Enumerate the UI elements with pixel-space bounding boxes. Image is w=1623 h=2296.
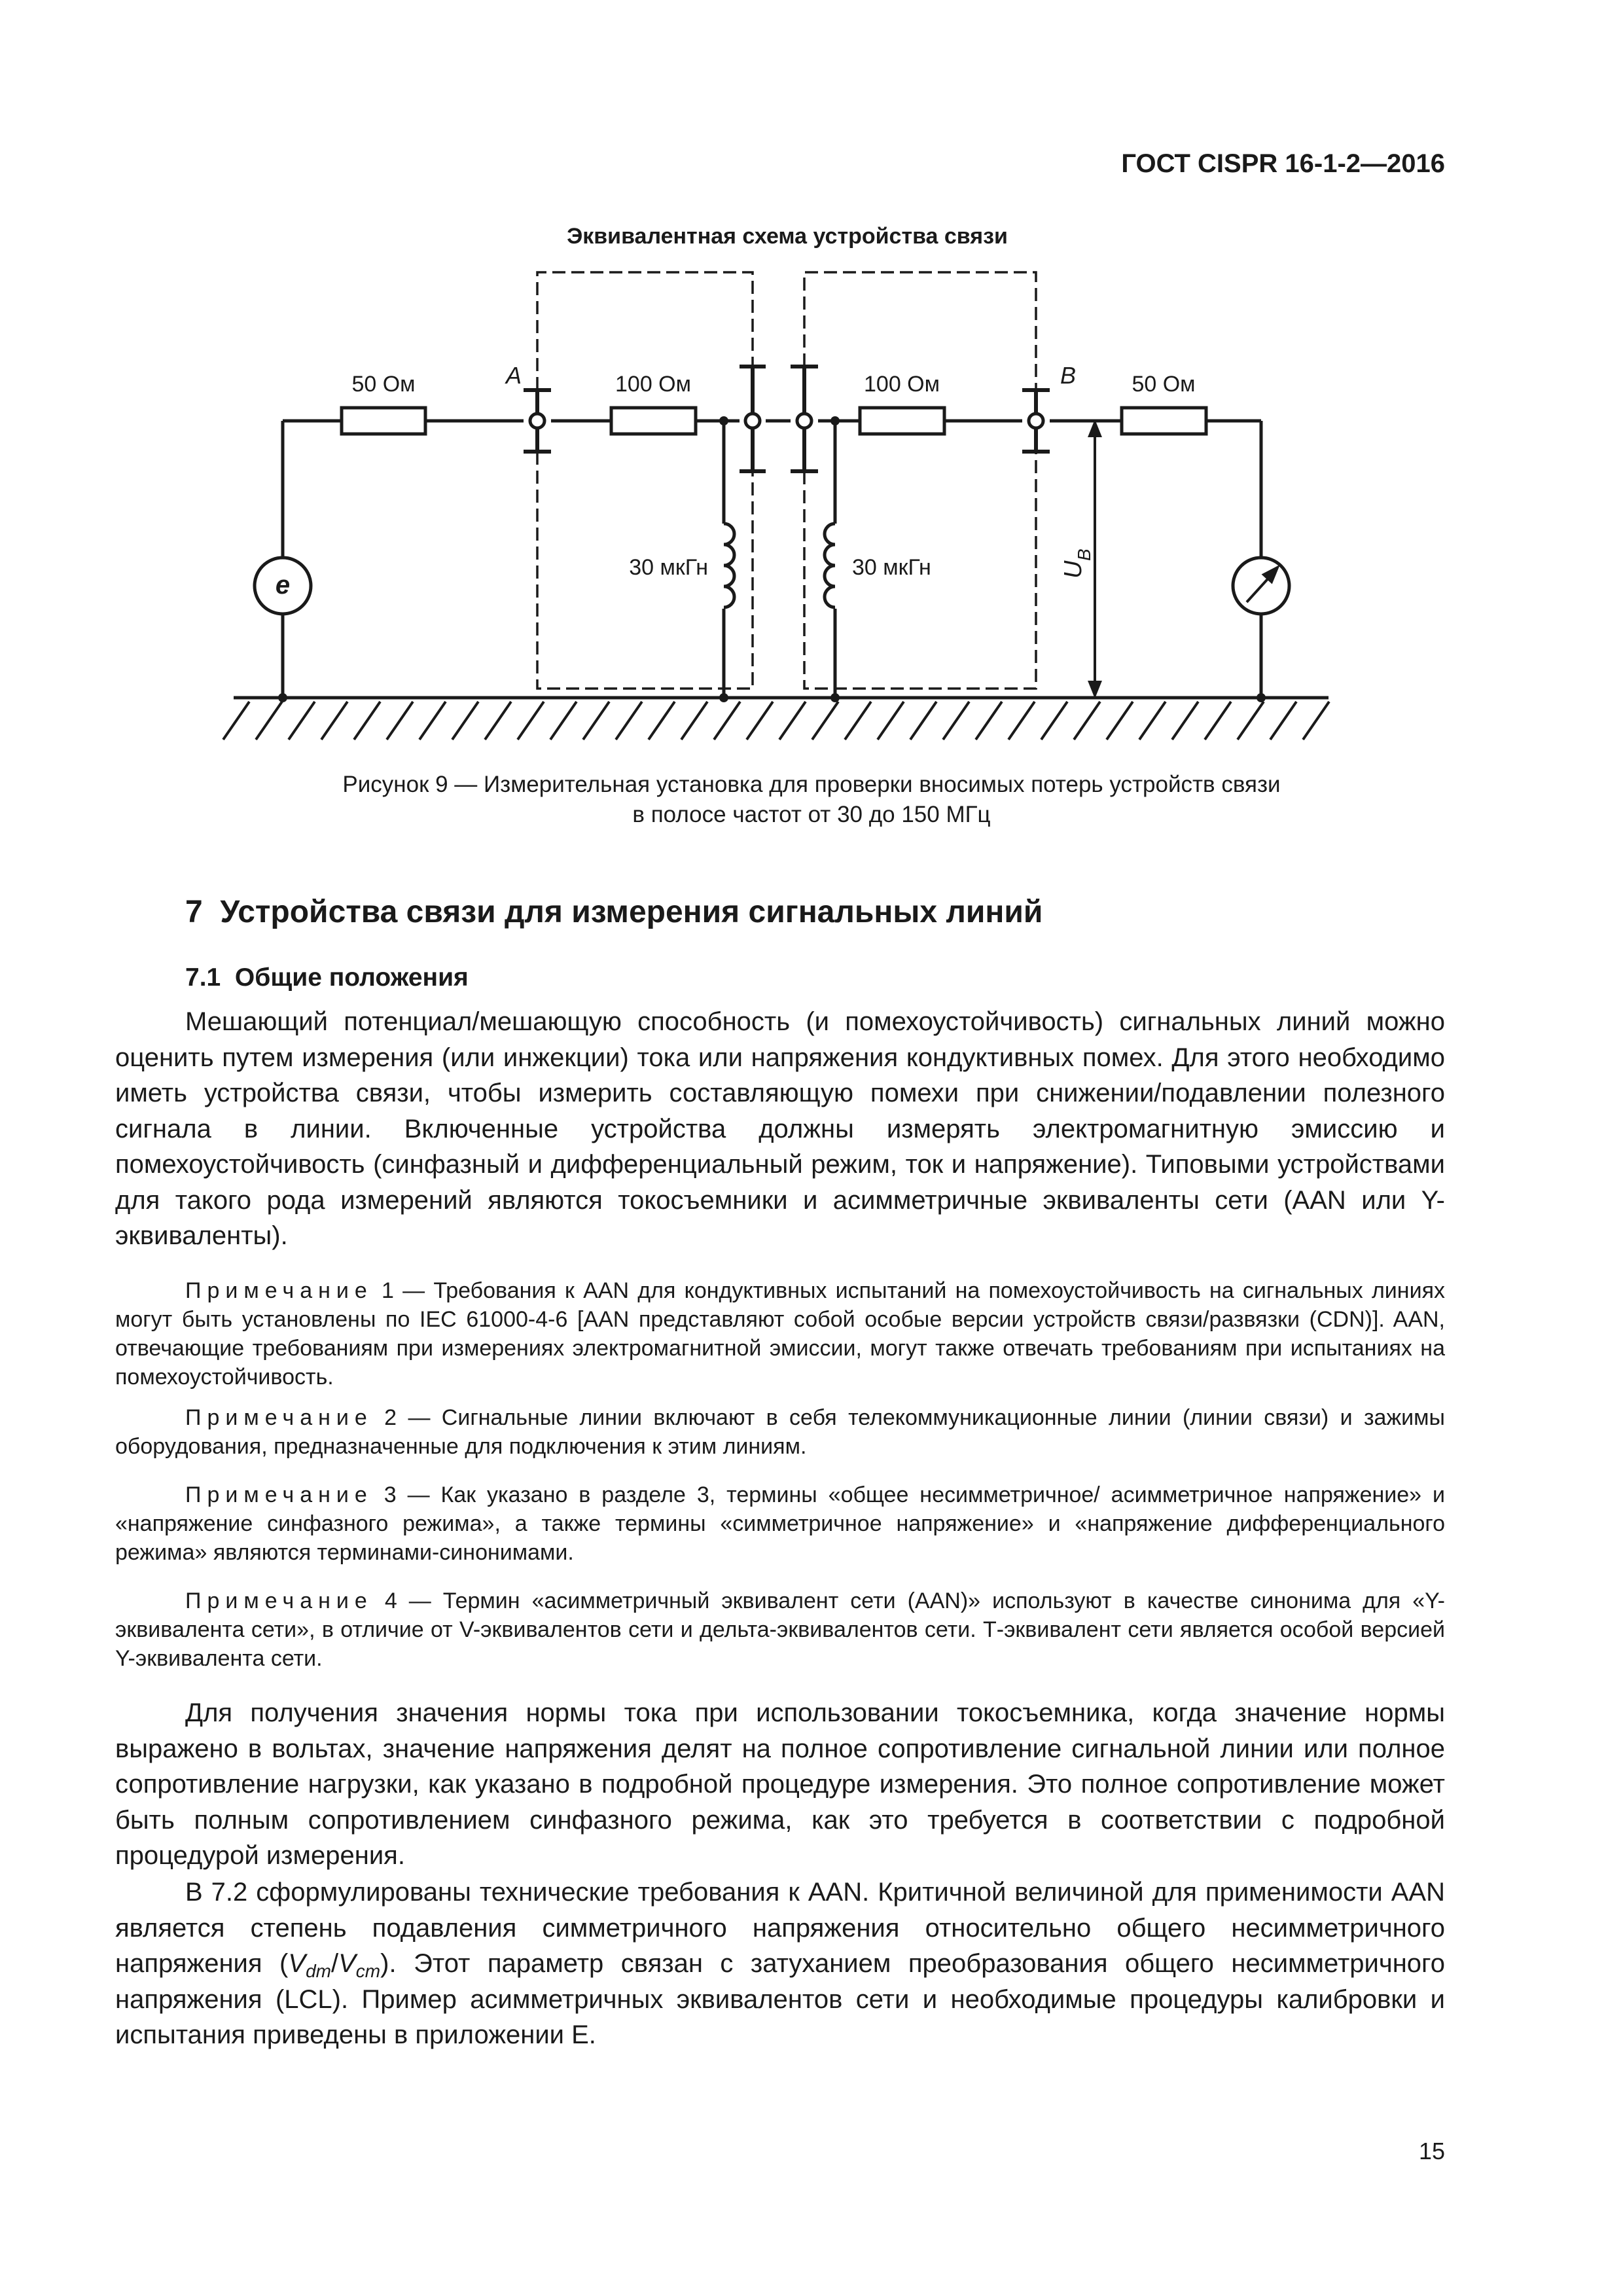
terminal-mid-left [745, 414, 760, 428]
document-header: ГОСТ CISPR 16-1-2—2016 [1121, 149, 1445, 178]
note-4 [115, 1587, 1445, 1673]
paragraph-2: Для получения значения нормы тока при использовании токосъемника, когда значение нормы выражено в вольтах, значение напряжения делят на полное сопротивление сигнальной линии или полное сопротивление нагрузки, как указано в подробной процедуре измерения. Это полное сопротивление может быть полным сопротивлением синфазного режима, как это требуется в соответствии с подробной процедурой измерения. [115, 1698, 1445, 1870]
page-number: 15 [1418, 2138, 1445, 2164]
label-point-a: А [506, 362, 522, 389]
note-3-word: Примечание [185, 1482, 373, 1507]
note-4-word: Примечание [185, 1588, 373, 1613]
subsection-title: Общие положения [234, 963, 469, 992]
note-1 [115, 1276, 1445, 1391]
label-l-left: 30 мкГн [629, 555, 708, 580]
note-4-number: 4 [384, 1588, 397, 1613]
note-1-text: — Требования к AAN для кондуктивных испытаний на помехоустойчивость на сигнальных линиях могут быть установлены по IEC 61000-4-6 [AAN представляют собой особые версии устройств связи/развязки (CDN)]. AAN, отвечающие требованиям при измерениях электромагнитной эмиссии, могут также отвечать требованиям при испытаниях на помехоустойчивость. [115, 1278, 1445, 1390]
circuit-figure [0, 216, 1623, 792]
section-heading [185, 894, 1043, 930]
caption-line-1: Рисунок 9 — Измерительная установка для проверки вносимых потерь устройств связи [342, 772, 1281, 797]
note-2-word: Примечание [185, 1405, 373, 1430]
terminal-b [1029, 414, 1043, 428]
note-3 [115, 1480, 1445, 1567]
subsection-heading [185, 963, 469, 992]
note-1-number: 1 [382, 1278, 394, 1303]
note-2-number: 2 [384, 1405, 397, 1430]
label-voltage-sub: B [1074, 548, 1094, 561]
label-voltage: U [1060, 560, 1087, 579]
resistor-50-right [1122, 408, 1206, 434]
note-2-text: — Сигнальные линии включают в себя телекоммуникационные линии (линии связи) и зажимы оборудования, предназначенные для подключения к этим линиям. [115, 1405, 1445, 1459]
label-r-50-left: 50 Ом [351, 372, 416, 397]
ground-hatching [223, 702, 1329, 740]
figure-title: Эквивалентная схема устройства связи [567, 224, 1008, 249]
label-r-100-left: 100 Ом [615, 372, 691, 397]
section-title: Устройства связи для измерения сигнальных линий [220, 895, 1043, 929]
resistor-100-left [611, 408, 696, 434]
terminal-mid-right [797, 414, 812, 428]
inductor-right [825, 524, 835, 607]
resistor-100-right [860, 408, 944, 434]
figure-caption [196, 770, 1427, 830]
label-r-100-right: 100 Ом [864, 372, 940, 397]
subsection-number: 7.1 [185, 963, 221, 992]
paragraph-3: В 7.2 сформулированы технические требования к AAN. Критичной величиной для применимости AAN является степень подавления симметричного напряжения относительно общего несимметричного напряжения $(V_{dm}/V_{cm})$. Этот параметр связан с затуханием преобразования общего несимметричного напряжения (LCL). Пример асимметричных эквивалентов сети и необходимые процедуры калибровки и испытания приведены в приложении Е. [115, 1878, 1446, 2049]
note-4-text: — Термин «асимметричный эквивалент сети (AAN)» используют в качестве синонима для «Y-эквивалента сети», в отличие от V-эквивалентов сети и дельта-эквивалентов сети. Т-эквивалент сети является особой версией Y-эквивалента сети. [115, 1588, 1445, 1671]
source-label: e [275, 571, 291, 600]
circuit-diagram [0, 216, 1623, 792]
note-2 [115, 1403, 1445, 1461]
note-1-word: Примечание [185, 1278, 373, 1303]
paragraph-1: Мешающий потенциал/мешающую способность (и помехоустойчивость) сигнальных линий можно оценить путем измерения (или инжекции) тока или напряжения кондуктивных помех. Для этого необходимо иметь устройства связи, чтобы измерить составляющую помехи при снижении/подавлении полезного сигнала в линии. Включенные устройства должны измерять электромагнитную эмиссию и помехоустойчивость (синфазный и дифференциальный режим, ток и напряжение). Типовыми устройствами для такого рода измерений являются токосъемники и асимметричные эквиваленты сети (AAN или Y-эквиваленты). [115, 1007, 1445, 1250]
caption-line-2: в полосе частот от 30 до 150 МГц [632, 802, 991, 827]
label-l-right: 30 мкГн [852, 555, 931, 580]
label-r-50-right: 50 Ом [1132, 372, 1196, 397]
terminal-a [530, 414, 544, 428]
section-number: 7 [185, 895, 203, 929]
note-3-text: — Как указано в разделе 3, термины «общее несимметричное/ асимметричное напряжение» и «напряжение синфазного режима», а также термины «симметричное напряжение» и «напряжение дифференциального режима» являются терминами-синонимами. [115, 1482, 1446, 1565]
resistor-50-left [342, 408, 425, 434]
inductor-left [724, 524, 734, 607]
note-3-number: 3 [383, 1482, 397, 1507]
label-point-b: B [1060, 362, 1077, 389]
